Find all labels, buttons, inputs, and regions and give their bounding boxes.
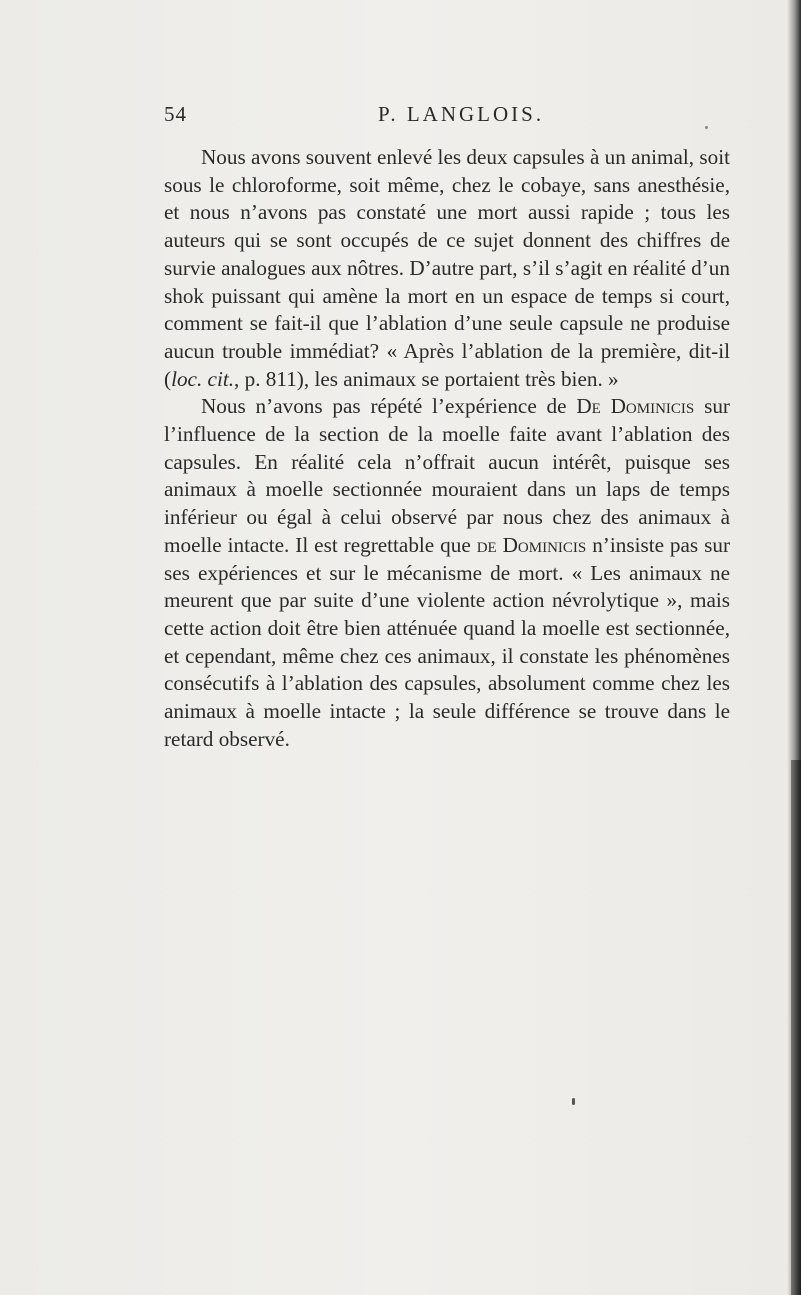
ink-speck <box>705 126 708 129</box>
page-number: 54 <box>164 102 187 126</box>
paragraph-1 <box>164 144 730 393</box>
author-name: De Dominicis <box>576 394 695 419</box>
paragraph-1-text: Nous avons souvent enlevé les deux capsules à un animal, soit sous le chloroforme, soit même, chez le cobaye, sans anesthésie, et nous n’avons pas constaté une mort aussi rapide ; tous les auteurs qui se sont occupés de ce sujet donnent des chiffres de survie analogues aux nôtres. D’autre part, s’il s’agit en réalité d’un shok puissant qui amène la mort en un espace de temps si court, comment se fait-il que l’ablation d’une seule capsule ne produise aucun trouble immédiat? « Après l’ablation de la première, dit-il ( <box>164 145 730 391</box>
paragraph-1-end: , p. 811), les animaux se portaient très bien. » <box>234 366 619 391</box>
author-name: de Dominicis <box>476 532 587 557</box>
page-edge-dark <box>791 760 801 1295</box>
paragraph-2-text-c: n’insiste pas sur ses expériences et sur le mécanisme de mort. « Les animaux ne meurent que par suite d’une violente action névrolytique », mais cette action doit être bien atténuée quand la moelle est sectionnée, et cependant, même chez ces animaux, il constate les phénomènes consécutifs à l’ablation des capsules, absolument comme chez les animaux à moelle intacte ; la seule différence se trouve dans le retard observé. <box>164 532 731 751</box>
page-header <box>164 102 684 132</box>
paragraph-2-text-a: Nous n’avons pas répété l’expérience de <box>201 394 577 419</box>
citation: loc. cit. <box>171 366 235 391</box>
paragraph-2-text-b: sur l’influence de la section de la moelle faite avant l’ablation des capsules. En réalité cela n’offrait aucun intérêt, puisque ses animaux à moelle sectionnée mouraient dans un laps de temps inférieur ou égal à celui observé par nous chez des animaux à moelle intacte. Il est regrettable que <box>164 394 730 557</box>
body-text <box>164 144 730 753</box>
running-head: P. LANGLOIS. <box>378 102 545 126</box>
paragraph-2 <box>164 393 730 753</box>
ink-speck <box>572 1098 575 1105</box>
